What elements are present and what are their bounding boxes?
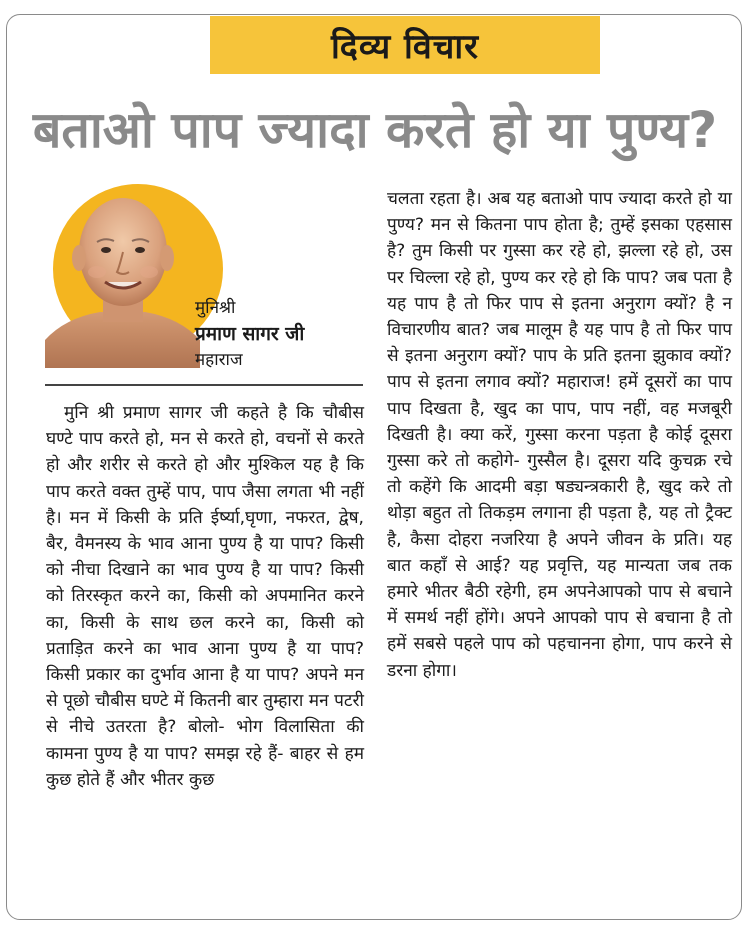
byline-divider bbox=[45, 384, 363, 386]
author-byline bbox=[195, 295, 365, 373]
article-paragraph-right: चलता रहता है। अब यह बताओ पाप ज्यादा करते हो या पुण्य? मन से कितना पाप होता है; तुम्हें इसका एहसास है? तुम किसी पर गुस्सा कर रहे हो, झल्ला रहे हो, उस पर चिल्ला रहे हो, पुण्य कर रहे हो कि पाप? जब पता है यह पाप है तो फिर पाप से इतना अनुराग क्यों? है न विचारणीय बात? जब मालूम है यह पाप है तो फिर पाप से इतना अनुराग क्यों? पाप के प्रति इतना झुकाव क्यों? पाप से इतना लगाव क्यों? महाराज! हमें दूसरों का पाप पाप दिखता है, खुद का पाप, पाप नहीं, वह मजबूरी दिखती है। क्या करें, गुस्सा करना पड़ता है कोई दूसरा गुस्सा करे तो कहोगे- गुस्सैल है। दूसरा यदि कुचक्र रचे तो कहेंगे कि आदमी बड़ा षड्यन्त्रकारी है, खुद करे तो थोड़ा बहुत तो तिकड़म लगाना ही पड़ता है, यह तो ट्रैक्ट है, कैसा दोहरा नजरिया है अपने जीवन के प्रति। यह बात कहाँ से आई? यह प्रवृत्ति, यह मान्यता जब तक हमारे भीतर बैठी रहेगी, हम अपनेआपको पाप से बचाने में समर्थ नहीं होंगे। अपने आपको पाप से बचाना है तो हमें सबसे पहले पाप को पहचानना होगा, पाप करने से डरना होगा। bbox=[387, 189, 732, 681]
byline-suffix: महाराज bbox=[195, 350, 243, 370]
author-photo bbox=[45, 190, 200, 368]
section-banner-label: दिव्य विचार bbox=[330, 27, 480, 67]
byline-prefix: मुनिश्री bbox=[195, 298, 236, 318]
article-column-left bbox=[46, 400, 364, 793]
article-headline: बताओ पाप ज्यादा करते हो या पुण्य? bbox=[32, 101, 718, 159]
byline-name: प्रमाण सागर जी bbox=[195, 323, 305, 345]
section-banner bbox=[210, 16, 600, 74]
article-column-right bbox=[387, 186, 732, 684]
article-paragraph-left: मुनि श्री प्रमाण सागर जी कहते है कि चौबीस घण्टे पाप करते हो, मन से करते हो, वचनों से करते हो और शरीर से करते हो और मुश्किल यह है कि पाप करते वक्त तुम्हें पाप, पाप जैसा लगता भी नहीं है। मन में किसी के प्रति ईर्ष्या,घृणा, नफरत, द्वेष, बैर, वैमनस्य के भाव आना पुण्य है या पाप? किसी को नीचा दिखाने का भाव पुण्य है या पाप? किसी को तिरस्कृत करने का, किसी को अपमानित करने का, किसी के साथ छल करने का, किसी को प्रताड़ित करने का भाव आना पुण्य है या पाप? किसी प्रकार का दुर्भाव आना है या पाप? अपने मन से पूछो चौबीस घण्टे में कितनी बार तुम्हारा मन पटरी से नीचे उतरता है? बोलो- भोग विलासिता की कामना पुण्य है या पाप? समझ रहे हैं- बाहर से हम कुछ होते हैं और भीतर कुछ bbox=[46, 403, 364, 790]
